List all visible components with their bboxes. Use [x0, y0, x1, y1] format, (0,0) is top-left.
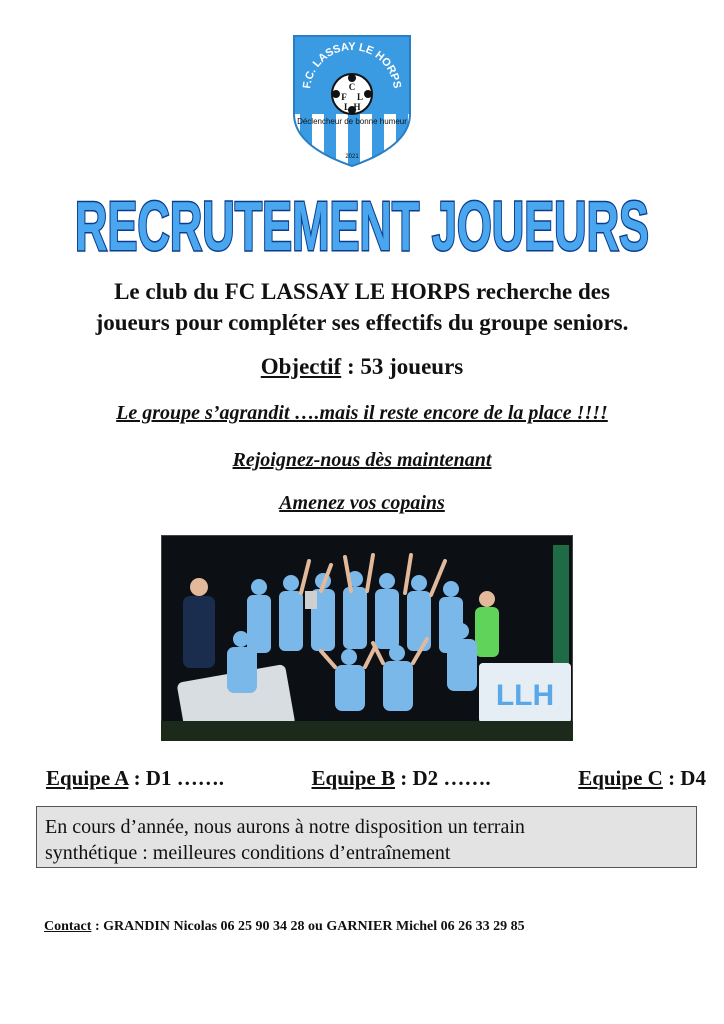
- synthetic-pitch-info-box: [36, 806, 697, 868]
- group-growing-line: Le groupe s’agrandit ….mais il reste encore de la place !!!!: [116, 402, 608, 424]
- contact-details: : GRANDIN Nicolas 06 25 90 34 28 ou GARNIER Michel 06 26 33 29 85: [91, 919, 525, 934]
- ball-letter: L: [356, 92, 364, 102]
- crest-tagline: Déclencheur de bonne humeur: [297, 117, 407, 126]
- ball-letter: F: [341, 92, 347, 102]
- team-c: [578, 766, 706, 791]
- crest-year: 2021: [345, 154, 359, 160]
- info-line: En cours d’année, nous aurons à notre disposition un terrain: [45, 816, 525, 838]
- contact-label: Contact: [44, 919, 92, 934]
- bring-friends-line: Amenez vos copains: [279, 492, 445, 514]
- team-label: Equipe C: [578, 766, 663, 790]
- intro-line: Le club du FC LASSAY LE HORPS recherche des: [114, 279, 610, 304]
- team-division: : D4: [662, 766, 706, 790]
- team-a: [46, 766, 224, 791]
- objective: [0, 354, 724, 380]
- objective-value: : 53 joueurs: [341, 354, 464, 379]
- info-line: synthétique : meilleures conditions d’entraînement: [45, 842, 451, 864]
- banner-title: RECRUTEMENT JOUEURS: [75, 187, 649, 264]
- join-us-line: Rejoignez-nous dès maintenant: [232, 449, 492, 471]
- crest-club-name: F.C. LASSAY LE HORPS: [301, 40, 403, 90]
- objective-label: Objectif: [260, 354, 342, 379]
- team-label: Equipe A: [46, 766, 129, 790]
- team-division: : D1 …….: [128, 766, 224, 790]
- football-icon: [332, 74, 372, 114]
- recruitment-banner: [60, 176, 664, 264]
- ball-letter: H: [353, 102, 361, 112]
- photo-banner-text: LLH: [495, 679, 555, 712]
- team-division: : D2 …….: [394, 766, 491, 790]
- ball-letter: L: [343, 102, 351, 112]
- ball-letter: C: [348, 82, 356, 92]
- teams-row: [46, 766, 706, 791]
- club-crest-logo: [292, 34, 412, 168]
- intro-line: joueurs pour compléter ses effectifs du groupe seniors.: [95, 310, 629, 335]
- contact-line: [44, 919, 525, 935]
- team-label: Equipe B: [311, 766, 395, 790]
- intro-text: [20, 276, 704, 338]
- team-b: [312, 766, 491, 791]
- team-photo: [161, 535, 573, 741]
